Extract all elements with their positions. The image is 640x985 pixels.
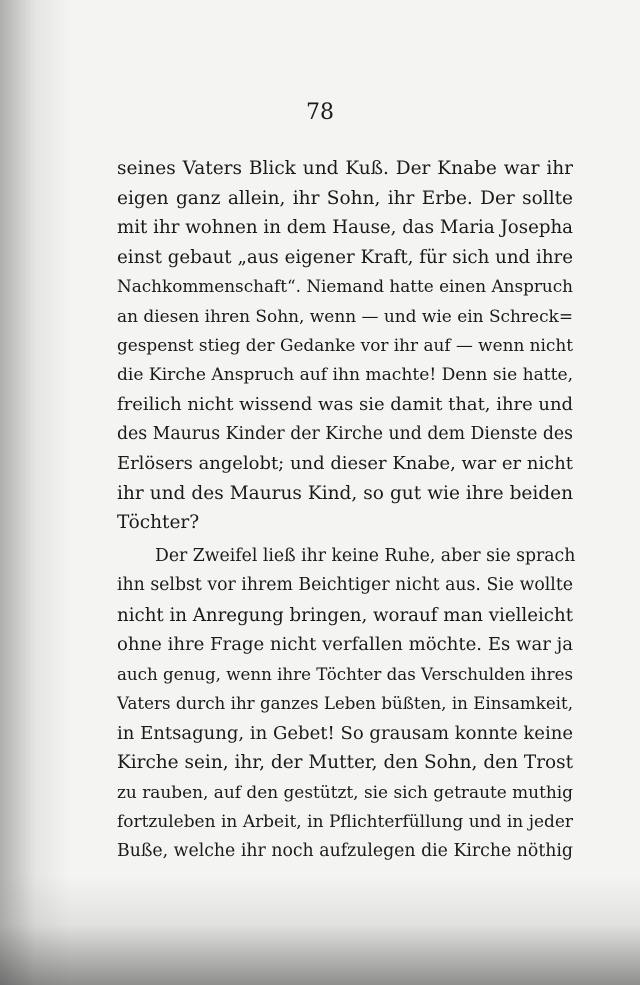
text-line: Kirche sein, ihr, der Mutter, den Sohn, den Trost [117,752,573,773]
text-line: mit ihr wohnen in dem Hause, das Maria Josepha [117,217,573,238]
page-number: 78 [306,100,334,125]
text-line: gespenst stieg der Gedanke vor ihr auf — wenn nicht [117,335,573,355]
text-line: fortzuleben in Arbeit, in Pflichterfüllung und in jeder [117,811,573,831]
body-text [117,154,576,866]
text-line: ohne ihre Frage nicht verfallen möchte. Es war ja [117,634,573,655]
text-line: eigen ganz allein, ihr Sohn, ihr Erbe. Der sollte [117,187,573,209]
text-line: Erlösers angelobt; und dieser Knabe, war er nicht [117,453,573,474]
paragraph [117,154,573,538]
text-line: Buße, welche ihr noch aufzulegen die Kirche nöthig [117,840,573,861]
text-line: ihn selbst vor ihrem Beichtiger nicht aus. Sie wollte [117,575,573,595]
paragraph [117,542,576,867]
text-line: nicht in Anregung bringen, worauf man vielleicht [117,604,573,626]
text-line: zu rauben, auf den gestützt, sie sich getraute muthig [117,781,573,802]
text-line: freilich nicht wissend was sie damit that, ihre und [117,394,573,415]
text-line: des Maurus Kinder der Kirche und dem Dienste des [117,423,573,444]
text-line: die Kirche Anspruch auf ihn machte! Denn sie hatte, [117,364,574,385]
text-line: Nachkommenschaft“. Niemand hatte einen Anspruch [117,276,573,296]
text-line: einst gebaut „aus eigener Kraft, für sich und ihre [117,246,573,268]
text-line: an diesen ihren Sohn, wenn — und wie ein Schreck= [117,305,574,326]
text-line: Der Zweifel ließ ihr keine Ruhe, aber sie sprach [155,545,576,566]
text-line: seines Vaters Blick und Kuß. Der Knabe war ihr [117,158,573,179]
scan-shadow-left [0,0,70,985]
text-line: ihr und des Maurus Kind, so gut wie ihre beiden [117,482,573,504]
text-line: Vaters durch ihr ganzes Leben büßten, in Einsamkeit, [117,694,573,713]
text-line: Töchter? [117,512,200,533]
text-line: auch genug, wenn ihre Töchter das Verschulden ihres [117,664,573,684]
text-line: in Entsagung, in Gebet! So grausam konnte keine [117,722,573,744]
scan-shadow-bottom [0,875,640,985]
